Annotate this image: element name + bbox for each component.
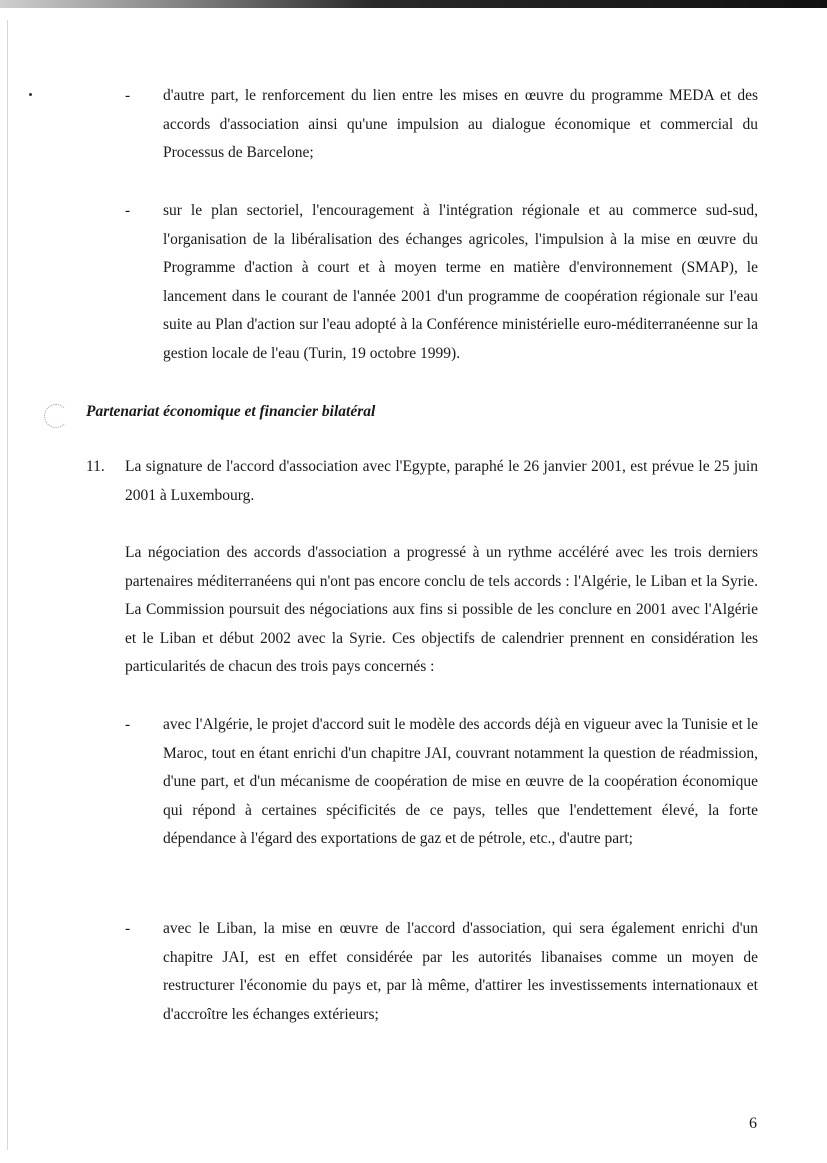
bullet-algerie: avec l'Algérie, le projet d'accord suit le modèle des accords déjà en vigueur avec la Tunisie et le Maroc, tout en étant enrichi d'un chapitre JAI, couvrant notamment la question de réadmission, d'une part, et d'un mécanisme de coopération de mise en œuvre de la coopération économique qui répond à certaines spécificités de ce pays, telles que l'endettement élevé, la forte dépendance à l'égard des exportations de gaz et de pétrole, etc., d'autre part; [163,716,758,848]
bullet-meda: d'autre part, le renforcement du lien entre les mises en œuvre du programme MEDA et des accords d'association ainsi qu'une impulsion au dialogue économique et commercial du Processus de Barcelone; [163,87,758,162]
section-heading: Partenariat économique et financier bilatéral [86,403,376,420]
bullet-dash: - [125,87,131,104]
bullet-dash: - [125,920,131,937]
scan-left-edge [7,20,8,1150]
bullet-dash: - [125,716,131,733]
bullet-dash: - [125,202,131,219]
bullet-liban: avec le Liban, la mise en œuvre de l'accord d'association, qui sera également enrichi d'un chapitre JAI, est en effet considérée par les autorités libanaises comme un moyen de restructurer l'économie du pays et, par là même, d'attirer les investissements internationaux et d'accroître les échanges extérieurs; [163,920,758,1023]
bullet-sectoriel: sur le plan sectoriel, l'encouragement à l'intégration régionale et au commerce sud-sud, l'organisation de la libéralisation des échanges agricoles, l'impulsion à la mise en œuvre du Programme d'action à court et à moyen terme en matière d'environnement (SMAP), le lancement dans le courant de l'année 2001 d'un programme de coopération régionale sur l'eau suite au Plan d'action sur l'eau adopté à la Conférence ministérielle euro-méditerranéenne sur la gestion locale de l'eau (Turin, 19 octobre 1999). [163,202,758,362]
scan-speck [29,93,32,96]
paragraph-number: 11. [86,458,105,475]
paragraph-negotiation: La négociation des accords d'association a progressé à un rythme accéléré avec les trois derniers partenaires méditerranéens qui n'ont pas encore conclu de tels accords : l'Algérie, le Liban et la Syrie. La Commission poursuit des négociations aux fins si possible de les conclure en 2001 avec l'Algérie et le Liban et début 2002 avec la Syrie. Ces objectifs de calendrier prennent en considération les particularités de chacun des trois pays concernés : [125,544,758,676]
margin-mark [44,404,68,428]
paragraph-11-text: La signature de l'accord d'association avec l'Egypte, paraphé le 26 janvier 2001, est prévue le 25 juin 2001 à Luxembourg. [125,458,758,504]
page-number: 6 [749,1115,757,1132]
scan-top-edge [0,0,827,8]
